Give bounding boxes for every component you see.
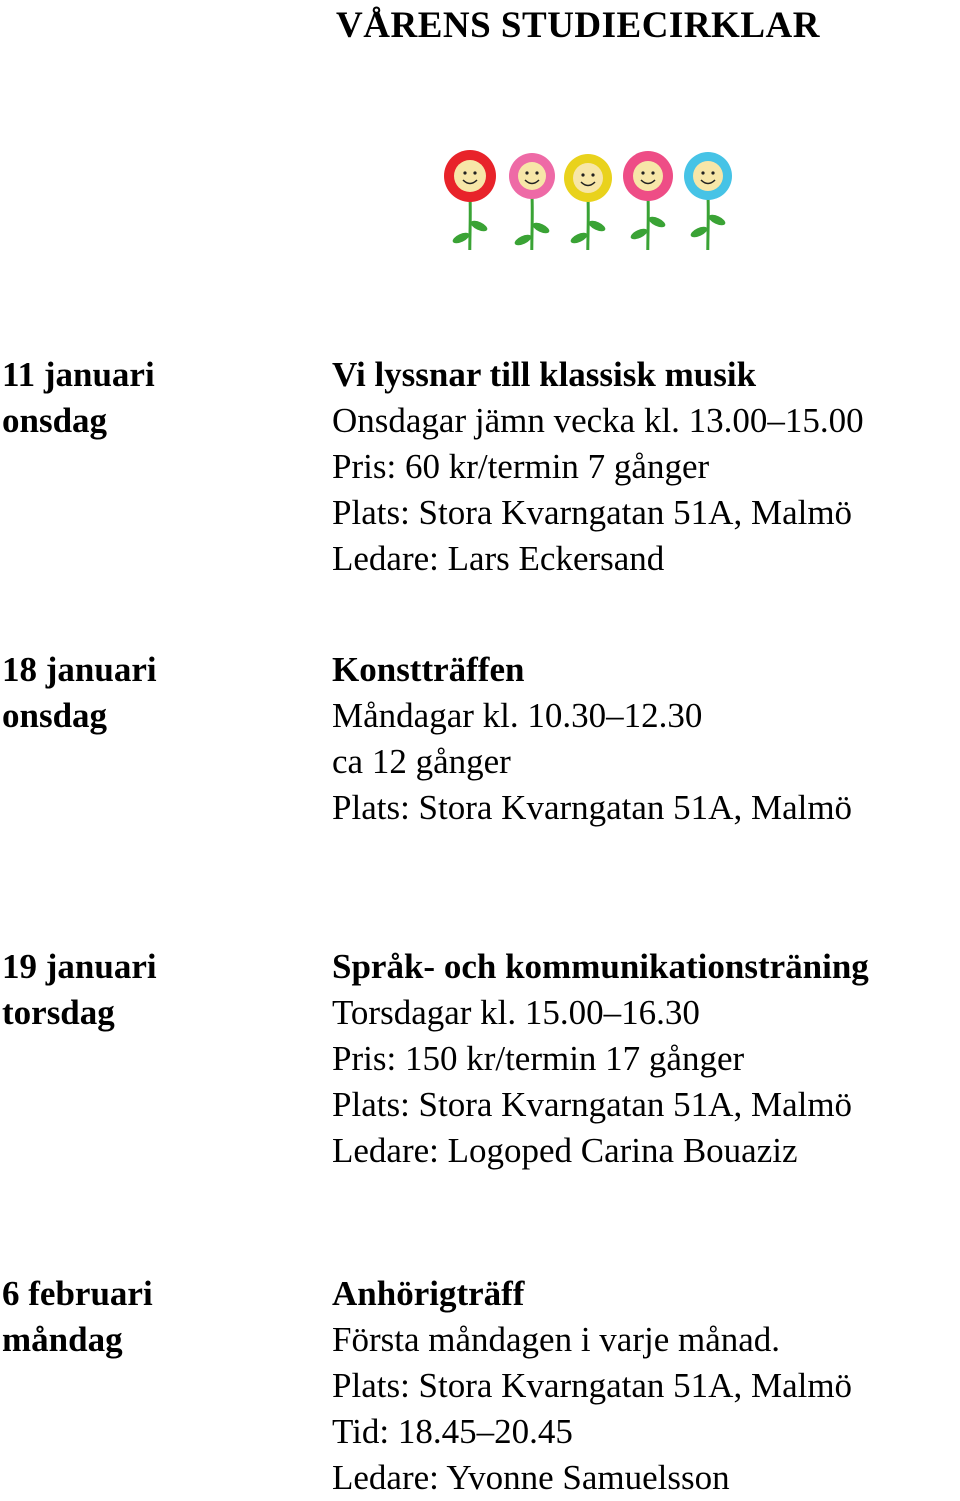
event-heading: Konstträffen <box>332 650 525 689</box>
event-detail-line: Ledare: Lars Eckersand <box>332 539 665 578</box>
event-detail-line: Tid: 18.45–20.45 <box>332 1412 573 1451</box>
event-detail-line: Pris: 60 kr/termin 7 gånger <box>332 447 710 486</box>
event-details <box>332 944 960 1174</box>
event-date: 18 januari <box>2 650 157 689</box>
event-detail-line: Måndagar kl. 10.30–12.30 <box>332 696 703 735</box>
event-date: 6 februari <box>2 1274 153 1313</box>
event-date-column <box>2 1271 302 1363</box>
event-weekday: torsdag <box>2 993 115 1032</box>
event-date-column <box>2 352 302 444</box>
smiling-flowers-icon <box>436 146 742 250</box>
event-detail-line: Pris: 150 kr/termin 17 gånger <box>332 1039 745 1078</box>
event-details <box>332 1271 960 1501</box>
event-detail-line: Plats: Stora Kvarngatan 51A, Malmö <box>332 1085 853 1124</box>
event-heading: Anhörigträff <box>332 1274 525 1313</box>
event-details <box>332 352 960 582</box>
event-weekday: onsdag <box>2 401 108 440</box>
event-detail-line: Plats: Stora Kvarngatan 51A, Malmö <box>332 1366 853 1405</box>
event-detail-line: Ledare: Yvonne Samuelsson <box>332 1458 730 1497</box>
event-weekday: onsdag <box>2 696 108 735</box>
event-date: 11 januari <box>2 355 155 394</box>
event-detail-line: Torsdagar kl. 15.00–16.30 <box>332 993 700 1032</box>
event-weekday: måndag <box>2 1320 123 1359</box>
event-detail-line: Första måndagen i varje månad. <box>332 1320 781 1359</box>
event-detail-line: Ledare: Logoped Carina Bouaziz <box>332 1131 798 1170</box>
event-detail-line: Onsdagar jämn vecka kl. 13.00–15.00 <box>332 401 864 440</box>
event-details <box>332 647 960 831</box>
event-date-column <box>2 647 302 739</box>
event-detail-line: Plats: Stora Kvarngatan 51A, Malmö <box>332 788 853 827</box>
flower-icon <box>684 152 732 250</box>
flower-icon <box>564 154 612 250</box>
flower-icon <box>509 153 555 250</box>
event-date-column <box>2 944 302 1036</box>
event-date: 19 januari <box>2 947 157 986</box>
event-heading: Vi lyssnar till klassisk musik <box>332 355 757 394</box>
event-detail-line: ca 12 gånger <box>332 742 511 781</box>
flower-icon <box>444 150 496 250</box>
event-detail-line: Plats: Stora Kvarngatan 51A, Malmö <box>332 493 853 532</box>
flower-icon <box>623 151 673 250</box>
page-title: VÅRENS STUDIECIRKLAR <box>336 5 820 46</box>
event-heading: Språk- och kommunikationsträning <box>332 947 869 986</box>
